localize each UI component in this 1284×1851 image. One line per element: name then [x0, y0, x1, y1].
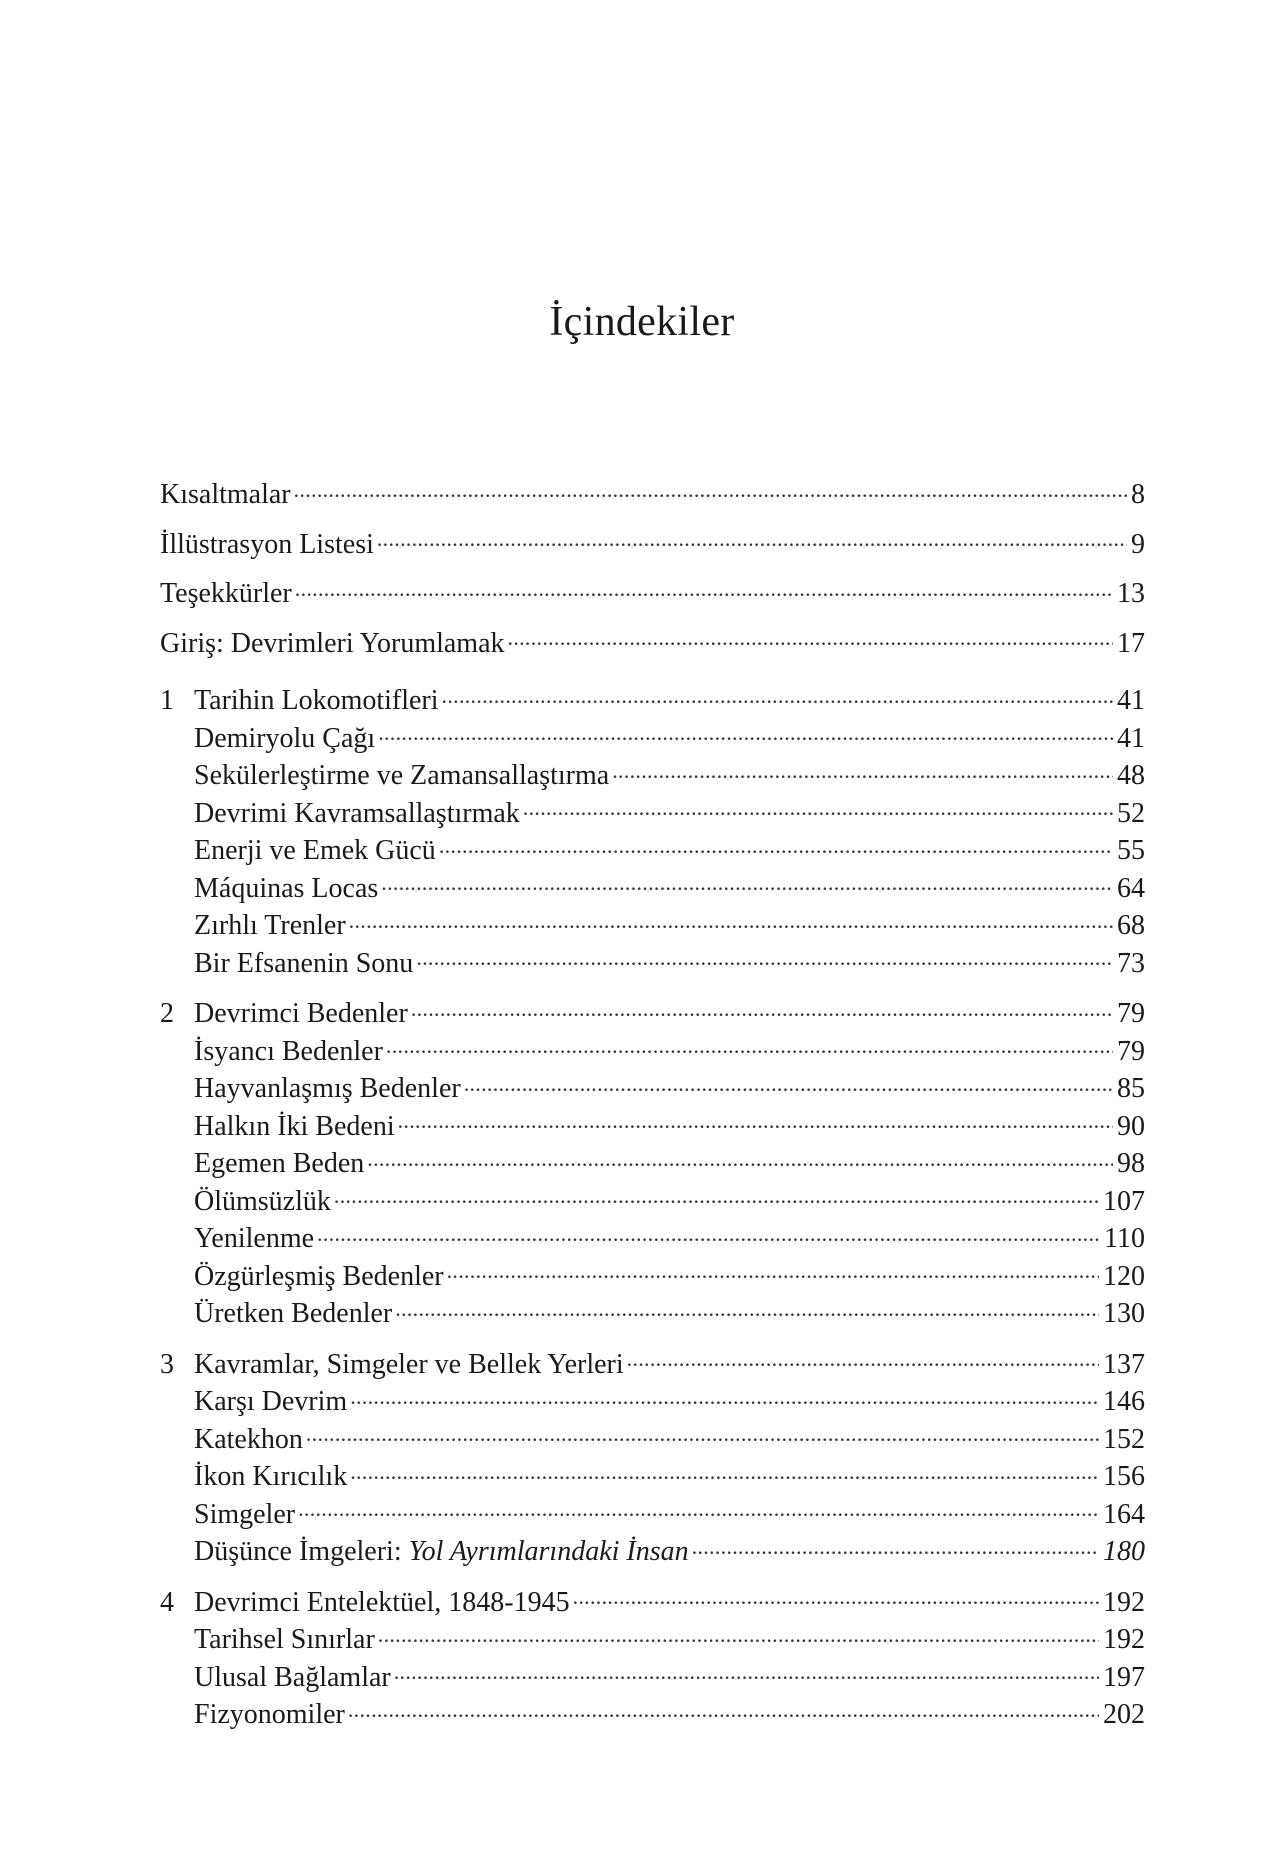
section-page: 41 [1117, 722, 1145, 754]
toc-front-matter [160, 470, 1145, 668]
toc-entry-label: İllüstrasyon Listesi [160, 528, 374, 560]
toc-section-entry[interactable] [160, 1382, 1145, 1420]
section-label: Bir Efsanenin Sonu [194, 947, 414, 979]
section-label: Karşı Devrim [194, 1386, 348, 1417]
section-page: 192 [1103, 1624, 1145, 1655]
section-page: 55 [1117, 835, 1145, 866]
toc-chapter-1 [160, 681, 1145, 981]
toc-section-entry[interactable] [160, 1532, 1145, 1570]
dot-leader [573, 1583, 1099, 1611]
section-page: 90 [1117, 1110, 1145, 1142]
section-page: 73 [1117, 947, 1145, 979]
toc-section-entry[interactable] [160, 906, 1145, 944]
dot-leader [442, 681, 1113, 709]
toc-entry[interactable] [160, 569, 1145, 619]
dot-leader [334, 1182, 1099, 1210]
toc-entry-label: Kısaltmalar [160, 479, 291, 510]
toc-section-entry[interactable] [160, 1144, 1145, 1182]
chapter-number: 4 [160, 1586, 174, 1618]
toc-section-entry[interactable] [160, 1457, 1145, 1495]
chapter-page: 41 [1117, 685, 1145, 716]
dot-leader [523, 794, 1113, 822]
chapter-label: Devrimci Bedenler [194, 998, 408, 1029]
section-label-italic: Yol Ayrımlarındaki İnsan [408, 1536, 689, 1567]
toc-entry-page: 8 [1131, 479, 1145, 510]
section-page: 107 [1103, 1185, 1145, 1217]
section-label: Halkın İki Bedeni [194, 1110, 395, 1142]
section-label: Máquinas Locas [194, 872, 379, 904]
dot-leader [348, 1695, 1099, 1723]
section-label: Demiryolu Çağı [194, 722, 376, 754]
toc-chapter-entry[interactable] [160, 994, 1145, 1032]
dot-leader [317, 1219, 1100, 1247]
dot-leader [367, 1144, 1113, 1172]
toc-chapter-2 [160, 994, 1145, 1332]
toc-section-entry[interactable] [160, 1495, 1145, 1533]
dot-leader [350, 1382, 1099, 1410]
toc-section-entry[interactable] [160, 756, 1145, 794]
toc-chapter-3 [160, 1345, 1145, 1570]
chapter-page: 137 [1103, 1348, 1145, 1380]
section-label: Egemen Beden [194, 1148, 365, 1179]
toc-entry[interactable] [160, 520, 1145, 570]
toc-section-entry[interactable] [160, 1420, 1145, 1458]
toc-section-entry[interactable] [160, 831, 1145, 869]
section-label: Sekülerleştirme ve Zamansallaştırma [194, 760, 610, 791]
dot-leader [295, 574, 1113, 602]
dot-leader [306, 1420, 1099, 1448]
chapter-label: Tarihin Lokomotifleri [194, 685, 439, 716]
toc-section-entry[interactable] [160, 1294, 1145, 1332]
toc-section-entry[interactable] [160, 1107, 1145, 1145]
toc-chapter-entry[interactable] [160, 1583, 1145, 1621]
dot-leader [378, 719, 1113, 747]
section-label: Yenilenme [194, 1223, 315, 1254]
dot-leader [294, 475, 1127, 503]
section-label: İsyancı Bedenler [194, 1035, 383, 1067]
page-title: İçindekiler [549, 299, 735, 345]
toc-section-entry[interactable] [160, 1032, 1145, 1070]
toc-chapter-entry[interactable] [160, 681, 1145, 719]
section-label: Zırhlı Trenler [194, 910, 346, 941]
section-label [194, 1533, 689, 1571]
toc-section-entry[interactable] [160, 1620, 1145, 1658]
section-page: 130 [1103, 1298, 1145, 1329]
chapter-number: 2 [160, 998, 174, 1029]
chapter-label: Devrimci Entelektüel, 1848-1945 [194, 1586, 570, 1618]
section-label: Tarihsel Sınırlar [194, 1624, 375, 1655]
toc-section-entry[interactable] [160, 944, 1145, 982]
chapter-number: 1 [160, 685, 174, 716]
toc-entry-page: 9 [1131, 528, 1145, 560]
dot-leader [395, 1294, 1099, 1322]
dot-leader [298, 1495, 1099, 1523]
section-page: 164 [1103, 1498, 1145, 1530]
section-page: 180 [1103, 1536, 1145, 1567]
section-label: Özgürleşmiş Bedenler [194, 1260, 444, 1292]
toc-chapter-4 [160, 1583, 1145, 1733]
dot-leader [612, 756, 1113, 784]
section-page: 146 [1103, 1386, 1145, 1417]
section-page: 85 [1117, 1073, 1145, 1104]
dot-leader [447, 1257, 1099, 1285]
dot-leader [439, 831, 1113, 859]
section-label: Üretken Bedenler [194, 1298, 393, 1329]
toc-section-entry[interactable] [160, 1257, 1145, 1295]
dot-leader [394, 1658, 1099, 1686]
dot-leader [349, 906, 1113, 934]
toc-section-entry[interactable] [160, 1695, 1145, 1733]
section-page: 98 [1117, 1148, 1145, 1179]
chapter-page: 192 [1103, 1586, 1145, 1618]
dot-leader [350, 1457, 1099, 1485]
dot-leader [692, 1532, 1099, 1560]
section-page: 120 [1103, 1260, 1145, 1292]
section-label: Fizyonomiler [194, 1699, 345, 1730]
section-page: 64 [1117, 872, 1145, 904]
toc-entry-page: 13 [1117, 578, 1145, 609]
section-page: 48 [1117, 760, 1145, 791]
dot-leader [378, 1620, 1099, 1648]
toc-section-entry[interactable] [160, 869, 1145, 907]
section-page: 110 [1104, 1223, 1145, 1254]
toc-section-entry[interactable] [160, 794, 1145, 832]
section-label: Devrimi Kavramsallaştırmak [194, 797, 520, 829]
section-label: Ölümsüzlük [194, 1185, 331, 1217]
toc-section-entry[interactable] [160, 1069, 1145, 1107]
section-label: İkon Kırıcılık [194, 1461, 348, 1492]
section-page: 156 [1103, 1461, 1145, 1492]
section-page: 202 [1103, 1699, 1145, 1730]
section-label-prefix: Düşünce İmgeleri: [194, 1536, 409, 1567]
toc-chapter-entry[interactable] [160, 1345, 1145, 1383]
toc-section-entry[interactable] [160, 1219, 1145, 1257]
dot-leader [416, 944, 1113, 972]
toc-entry[interactable] [160, 619, 1145, 669]
dot-leader [398, 1107, 1113, 1135]
section-label: Katekhon [194, 1423, 303, 1455]
toc-section-entry[interactable] [160, 1658, 1145, 1696]
dot-leader [464, 1069, 1113, 1097]
chapter-number: 3 [160, 1348, 174, 1380]
section-label: Ulusal Bağlamlar [194, 1661, 391, 1693]
section-page: 197 [1103, 1661, 1145, 1693]
dot-leader [381, 869, 1113, 897]
chapter-page: 79 [1117, 998, 1145, 1029]
section-page: 52 [1117, 797, 1145, 829]
dot-leader [627, 1345, 1099, 1373]
section-label: Enerji ve Emek Gücü [194, 835, 436, 866]
toc-section-entry[interactable] [160, 1182, 1145, 1220]
section-label: Hayvanlaşmış Bedenler [194, 1073, 461, 1104]
toc-entry[interactable] [160, 470, 1145, 520]
section-page: 79 [1117, 1035, 1145, 1067]
chapter-label: Kavramlar, Simgeler ve Bellek Yerleri [194, 1348, 624, 1380]
section-page: 68 [1117, 910, 1145, 941]
table-of-contents [160, 470, 1145, 1746]
section-page: 152 [1103, 1423, 1145, 1455]
toc-entry-label: Giriş: Devrimleri Yorumlamak [160, 627, 505, 659]
dot-leader [377, 525, 1127, 553]
dot-leader [508, 624, 1113, 652]
toc-entry-label: Teşekkürler [160, 578, 292, 609]
section-label: Simgeler [194, 1498, 296, 1530]
toc-section-entry[interactable] [160, 719, 1145, 757]
dot-leader [386, 1032, 1113, 1060]
toc-entry-page: 17 [1117, 627, 1145, 659]
dot-leader [411, 994, 1113, 1022]
